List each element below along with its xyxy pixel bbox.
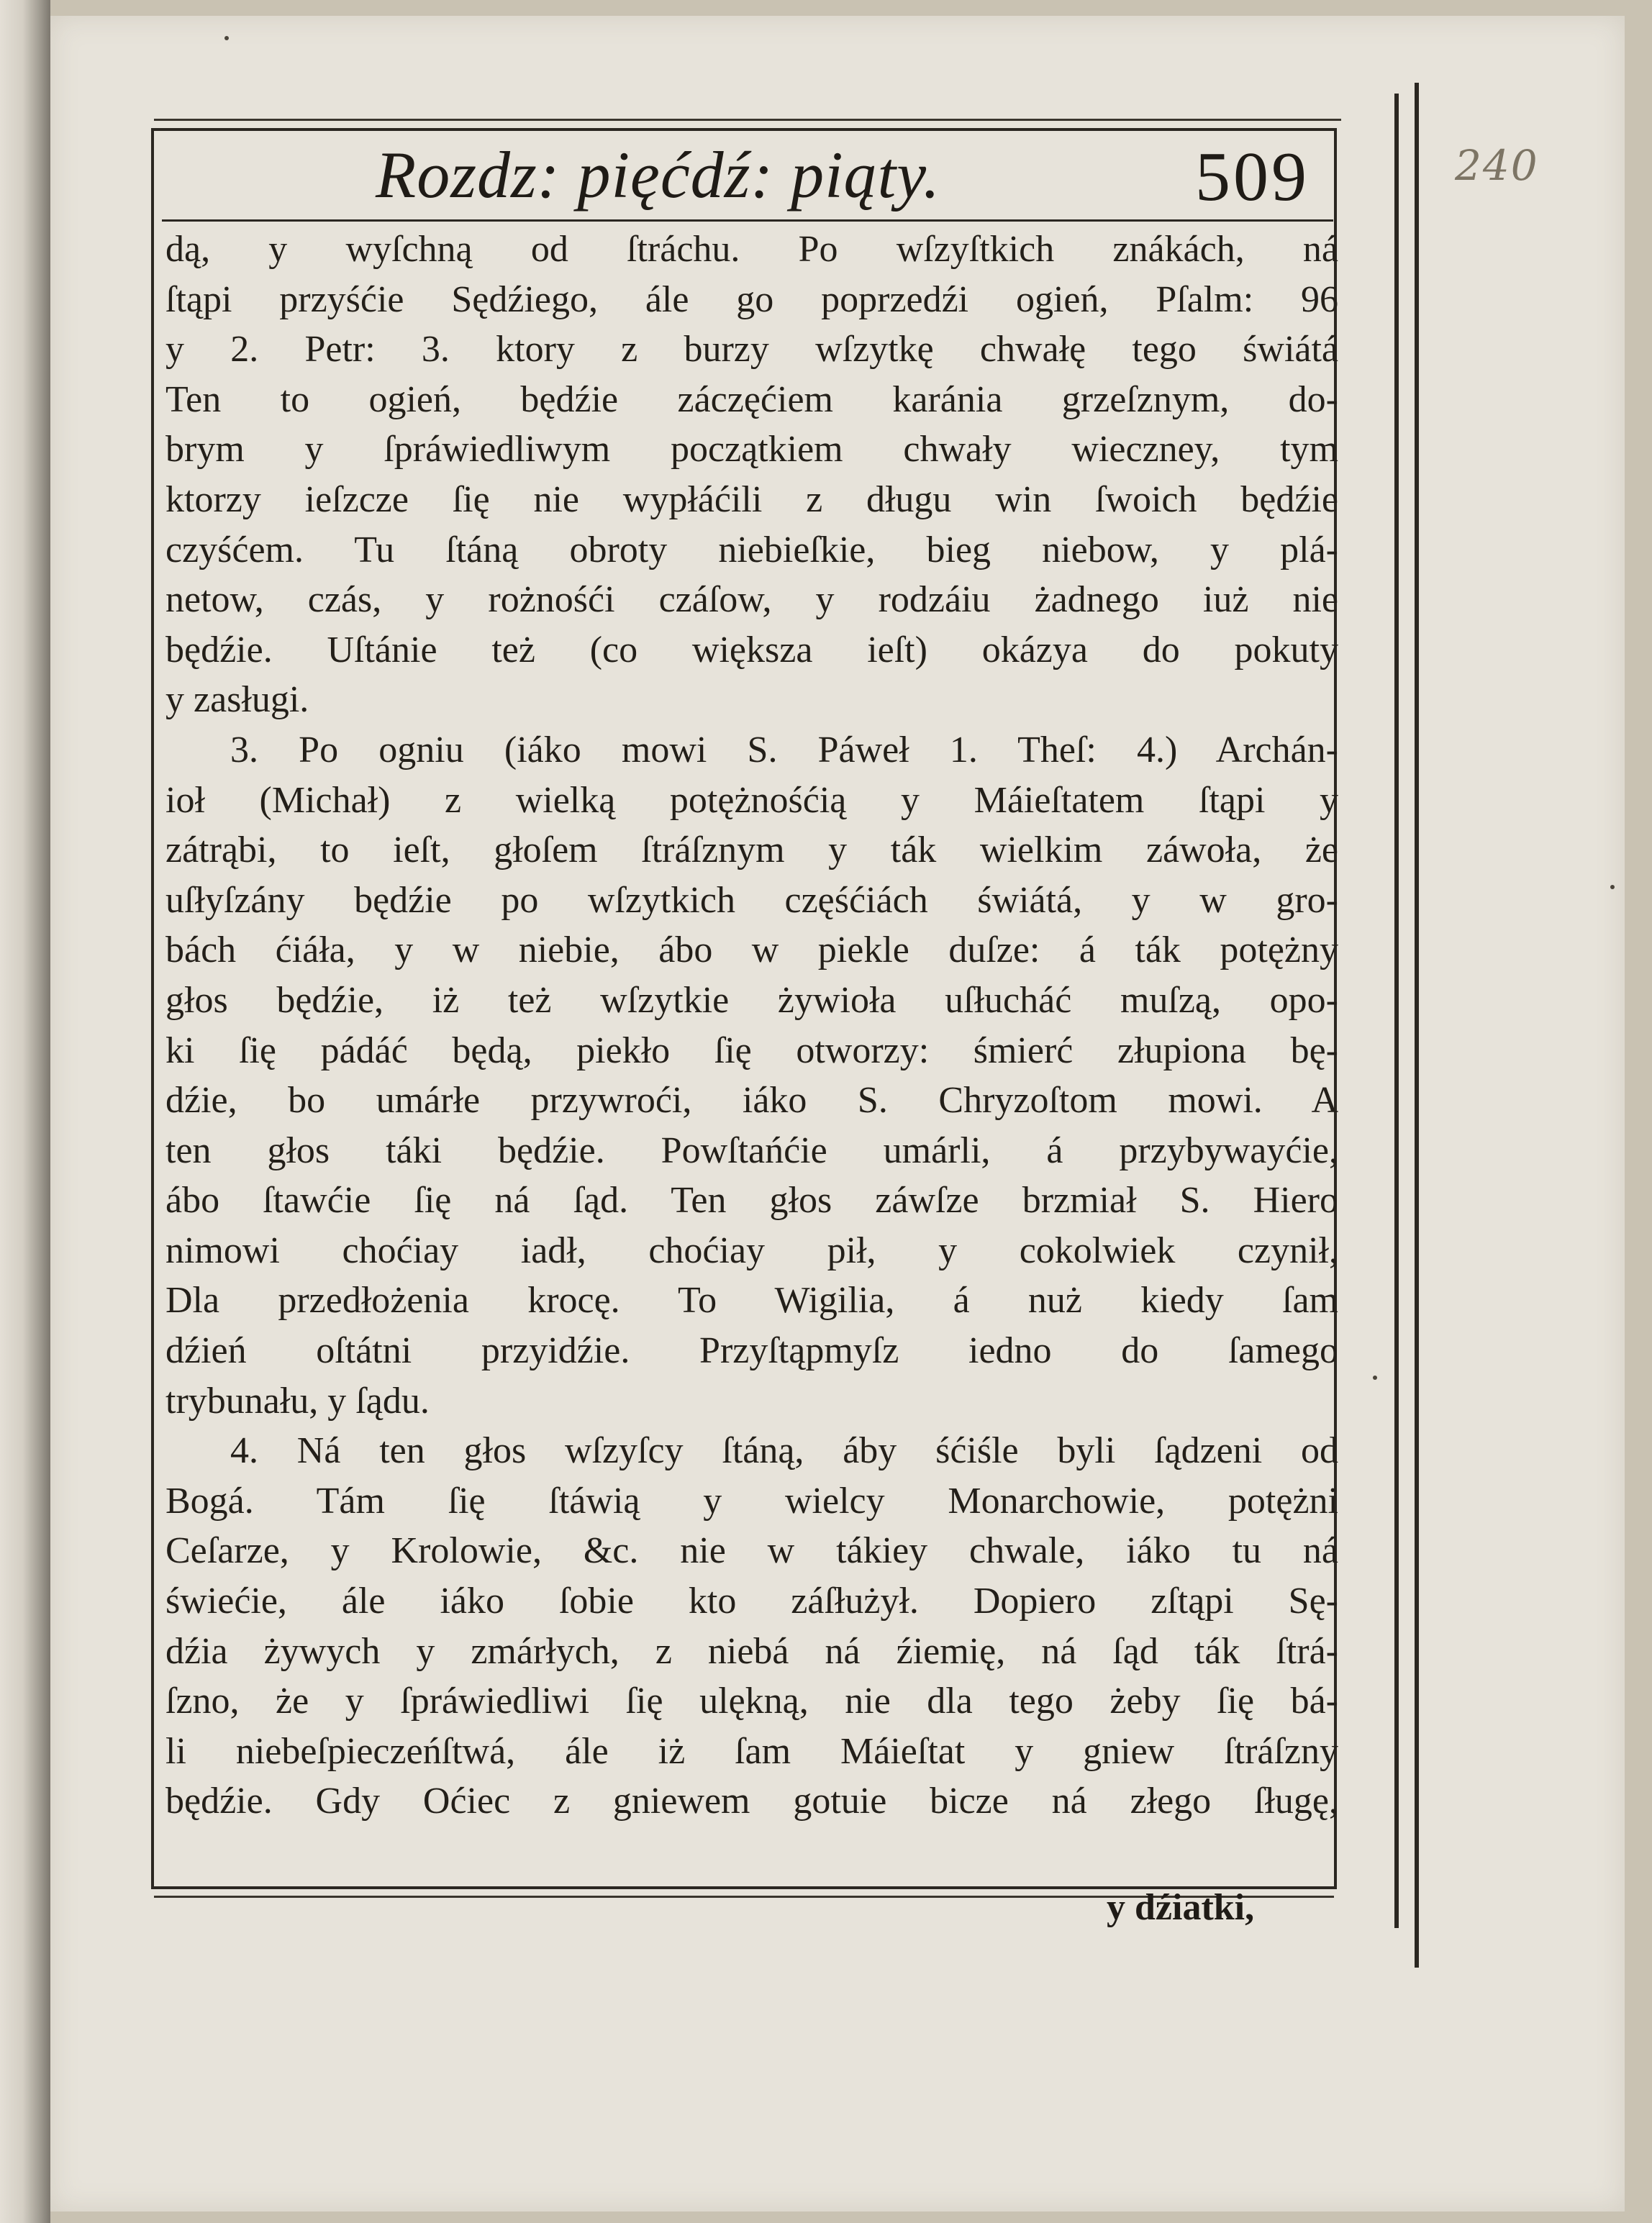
text-line: ki ſię pádáć będą, piekło ſię otworzy: śmierć złupiona bę- (165, 1029, 1338, 1071)
text-line: zátrąbi, to ieſt, głoſem ſtráſznym y ták wielkim záwoła, że (165, 829, 1338, 871)
text-line: y zasługi. (165, 679, 309, 721)
outer-rule-right (1415, 83, 1419, 1968)
text-line: 4. Ná ten głos wſzyſcy ſtáną, áby śćiśle byli ſądzeni od (230, 1430, 1338, 1472)
text-line: dą, y wyſchną od ſtráchu. Po wſzyſtkich znákách, ná (165, 229, 1338, 270)
text-line: ktorzy ieſzcze ſię nie wypłáćili z długu win ſwoich będźie (165, 478, 1338, 520)
text-line: dźie, bo umárłe przywroći, iáko S. Chryzoſtom mowi. A (165, 1080, 1338, 1122)
text-line: 3. Po ogniu (iáko mowi S. Páweł 1. Theſ: 4.) Archán- (230, 729, 1338, 770)
running-header (167, 137, 1327, 222)
page-number: 509 (1195, 138, 1310, 216)
text-line: dźień oſtátni przyidźie. Przyſtąpmyſz iedno do ſamego (165, 1330, 1338, 1372)
text-line: y 2. Petr: 3. ktory z burzy wſzytkę chwałę tego świátá (165, 329, 1338, 370)
paper-speck (1373, 1376, 1377, 1380)
text-line: Ceſarze, y Krolowie, &c. nie w tákiey chwale, iáko tu ná (165, 1530, 1338, 1572)
text-line: trybunału, y ſądu. (165, 1380, 430, 1422)
book-gutter (0, 0, 50, 2223)
text-line: ſzno, że y ſpráwiedliwi ſię ulękną, nie dla tego żeby ſię bá- (165, 1681, 1338, 1722)
text-line: ſtąpi przyśćie Sędźiego, ále go poprzedźi ogień, Pſalm: 96 (165, 278, 1338, 320)
text-line: bách ćiáła, y w niebie, ábo w piekle duſze: á ták potężny (165, 929, 1338, 971)
paper-speck (224, 36, 229, 40)
handwritten-folio-note: 240 (1455, 141, 1539, 190)
paper-speck (1610, 885, 1615, 889)
text-line: ten głos táki będźie. Powſtańćie umárli, á przybywayćie, (165, 1129, 1338, 1171)
text-line: nimowi choćiay iadł, choćiay pił, y cokolwiek czynił, (165, 1229, 1338, 1271)
header-rule (162, 219, 1333, 222)
text-line: głos będźie, iż też wſzytkie żywioła uſłucháć muſzą, opo- (165, 979, 1338, 1021)
text-line: Dla przedłożenia krocę. To Wigilia, á nuż kiedy ſam (165, 1280, 1338, 1322)
text-line: dźia żywych y zmárłych, z niebá ná źiemię, ná ſąd ták ſtrá- (165, 1630, 1338, 1672)
text-line: netow, czás, y rożnośći czáſow, y rodzáiu żadnego iuż nie (165, 579, 1338, 621)
running-title: Rozdz: pięćdź: piąty. (376, 138, 940, 212)
text-line: uſłyſzány będźie po wſzytkich częśćiách świátá, y w gro- (165, 879, 1338, 921)
catchword: y dźiatki, (1107, 1887, 1255, 1928)
body-text (165, 224, 1338, 1827)
text-line: li niebeſpieczeńſtwá, ále iż ſam Máieſtat y gniew ſtráſzny (165, 1730, 1338, 1772)
text-line: Ten to ogień, będźie záczęćiem karánia grzeſznym, do- (165, 378, 1338, 420)
frame-top-rule (154, 119, 1341, 121)
text-line: Bogá. Tám ſię ſtáwią y wielcy Monarchowie, potężni (165, 1480, 1338, 1522)
text-line: ioł (Michał) z wielką potężnośćią y Máieſtatem ſtąpi y (165, 779, 1338, 821)
text-line: świećie, ále iáko ſobie kto záſłużył. Dopiero zſtąpi Sę- (165, 1581, 1338, 1622)
text-line: będźie. Uſtánie też (co większa ieſt) okázya do pokuty (165, 629, 1338, 670)
outer-rule-left (1394, 94, 1399, 1928)
text-line: brym y ſpráwiedliwym początkiem chwały wieczney, tym (165, 429, 1338, 470)
text-line: czyśćem. Tu ſtáną obroty niebieſkie, bieg niebow, y plá- (165, 529, 1338, 570)
text-line: będźie. Gdy Oćiec z gniewem gotuie bicze ná złego ſługę, (165, 1781, 1338, 1822)
text-line: ábo ſtawćie ſię ná ſąd. Ten głos záwſze brzmiał S. Hiero (165, 1180, 1338, 1222)
